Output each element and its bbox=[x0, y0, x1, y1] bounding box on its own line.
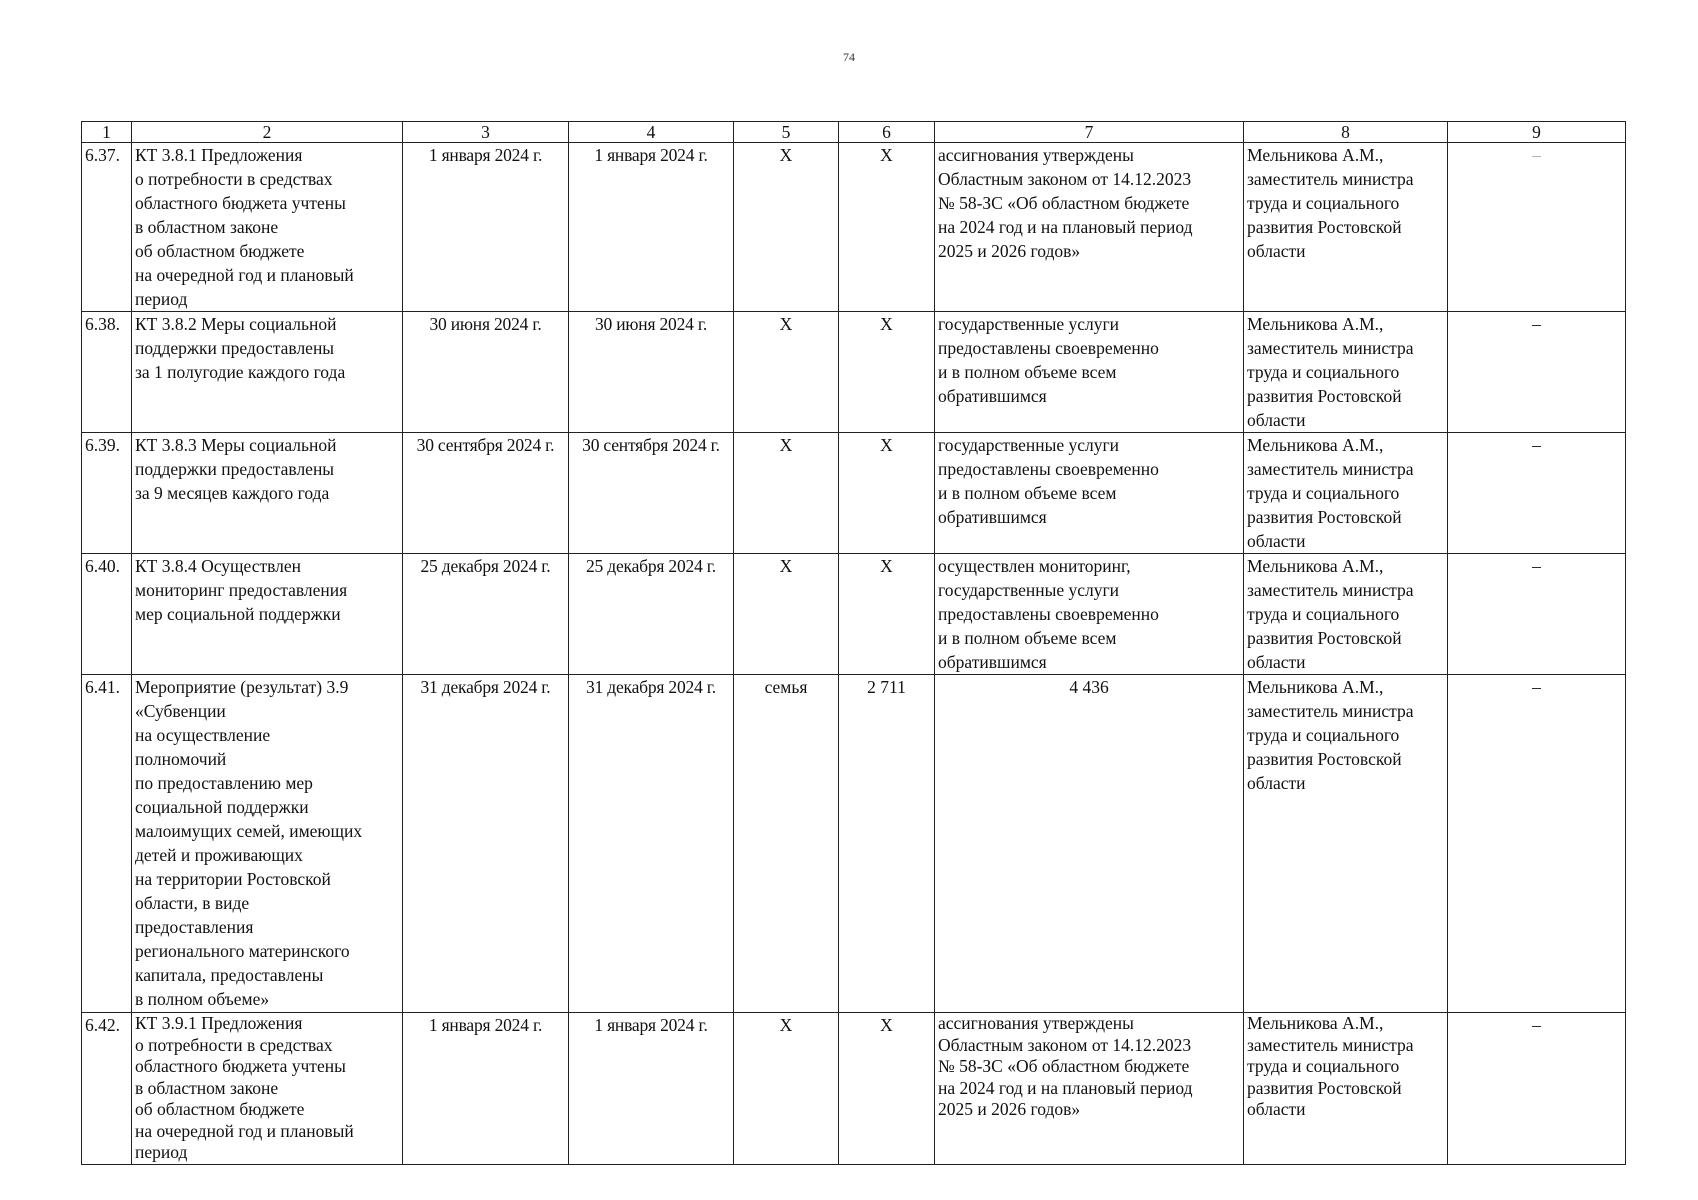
event-name: КТ 3.8.3 Меры социальной поддержки предоставлены за 9 месяцев каждого года bbox=[132, 433, 403, 554]
base-value: Х bbox=[839, 312, 935, 433]
start-date: 30 июня 2024 г. bbox=[403, 312, 569, 433]
event-name: КТ 3.8.1 Предложения о потребности в средствах областного бюджета учтены в областном законе об областном бюджете на очередной год и плановый период bbox=[132, 143, 403, 312]
table-header-row bbox=[82, 122, 1626, 143]
row-number: 6.38. bbox=[82, 312, 132, 433]
end-date: 31 декабря 2024 г. bbox=[569, 675, 734, 1013]
unit: Х bbox=[734, 143, 839, 312]
unit: семья bbox=[734, 675, 839, 1013]
unit: Х bbox=[734, 1013, 839, 1165]
responsible: Мельникова А.М., заместитель министра труда и социального развития Ростовской области bbox=[1244, 1013, 1448, 1165]
note: – bbox=[1448, 433, 1626, 554]
header-cell: 8 bbox=[1244, 122, 1448, 143]
base-value: 2 711 bbox=[839, 675, 935, 1013]
start-date: 25 декабря 2024 г. bbox=[403, 554, 569, 675]
base-value: Х bbox=[839, 433, 935, 554]
note: – bbox=[1448, 312, 1626, 433]
note: – bbox=[1448, 554, 1626, 675]
end-date: 30 июня 2024 г. bbox=[569, 312, 734, 433]
event-name: КТ 3.8.2 Меры социальной поддержки предоставлены за 1 полугодие каждого года bbox=[132, 312, 403, 433]
header-cell: 6 bbox=[839, 122, 935, 143]
result: 4 436 bbox=[935, 675, 1244, 1013]
event-name: Мероприятие (результат) 3.9 «Субвенции на осуществление полномочий по предоставлению мер социальной поддержки малоимущих семей, имеющих детей и проживающих на территории Ростовской области, в виде предоставления регионального материнского капитала, предоставлены в полном объеме» bbox=[132, 675, 403, 1013]
table-row bbox=[82, 675, 1626, 1013]
base-value: Х bbox=[839, 1013, 935, 1165]
result: ассигнования утверждены Областным законом от 14.12.2023 № 58-ЗС «Об областном бюджете на 2024 год и на плановый период 2025 и 2026 годов» bbox=[935, 143, 1244, 312]
result: государственные услуги предоставлены своевременно и в полном объеме всем обратившимся bbox=[935, 433, 1244, 554]
row-number: 6.40. bbox=[82, 554, 132, 675]
responsible: Мельникова А.М., заместитель министра труда и социального развития Ростовской области bbox=[1244, 312, 1448, 433]
header-cell: 3 bbox=[403, 122, 569, 143]
unit: Х bbox=[734, 312, 839, 433]
start-date: 31 декабря 2024 г. bbox=[403, 675, 569, 1013]
row-number: 6.37. bbox=[82, 143, 132, 312]
header-cell: 2 bbox=[132, 122, 403, 143]
responsible: Мельникова А.М., заместитель министра труда и социального развития Ростовской области bbox=[1244, 554, 1448, 675]
end-date: 30 сентября 2024 г. bbox=[569, 433, 734, 554]
header-cell: 4 bbox=[569, 122, 734, 143]
table-row bbox=[82, 554, 1626, 675]
row-number: 6.41. bbox=[82, 675, 132, 1013]
table-row bbox=[82, 433, 1626, 554]
start-date: 30 сентября 2024 г. bbox=[403, 433, 569, 554]
note: – bbox=[1448, 1013, 1626, 1165]
event-name: КТ 3.8.4 Осуществлен мониторинг предоставления мер социальной поддержки bbox=[132, 554, 403, 675]
start-date: 1 января 2024 г. bbox=[403, 1013, 569, 1165]
end-date: 25 декабря 2024 г. bbox=[569, 554, 734, 675]
end-date: 1 января 2024 г. bbox=[569, 143, 734, 312]
page-number: 74 bbox=[843, 50, 855, 64]
row-number: 6.39. bbox=[82, 433, 132, 554]
table-row bbox=[82, 1013, 1626, 1165]
responsible: Мельникова А.М., заместитель министра труда и социального развития Ростовской области bbox=[1244, 143, 1448, 312]
row-number: 6.42. bbox=[82, 1013, 132, 1165]
unit: Х bbox=[734, 554, 839, 675]
header-cell: 5 bbox=[734, 122, 839, 143]
result: осуществлен мониторинг, государственные услуги предоставлены своевременно и в полном объеме всем обратившимся bbox=[935, 554, 1244, 675]
event-name: КТ 3.9.1 Предложения о потребности в средствах областного бюджета учтены в областном законе об областном бюджете на очередной год и плановый период bbox=[132, 1013, 403, 1165]
result: ассигнования утверждены Областным законом от 14.12.2023 № 58-ЗС «Об областном бюджете на 2024 год и на плановый период 2025 и 2026 годов» bbox=[935, 1013, 1244, 1165]
base-value: Х bbox=[839, 143, 935, 312]
unit: Х bbox=[734, 433, 839, 554]
responsible: Мельникова А.М., заместитель министра труда и социального развития Ростовской области bbox=[1244, 433, 1448, 554]
table-row bbox=[82, 312, 1626, 433]
table-row bbox=[82, 143, 1626, 312]
header-cell: 9 bbox=[1448, 122, 1626, 143]
note: – bbox=[1448, 143, 1626, 312]
end-date: 1 января 2024 г. bbox=[569, 1013, 734, 1165]
plan-table bbox=[81, 121, 1626, 1165]
note: – bbox=[1448, 675, 1626, 1013]
responsible: Мельникова А.М., заместитель министра труда и социального развития Ростовской области bbox=[1244, 675, 1448, 1013]
header-cell: 7 bbox=[935, 122, 1244, 143]
result: государственные услуги предоставлены своевременно и в полном объеме всем обратившимся bbox=[935, 312, 1244, 433]
start-date: 1 января 2024 г. bbox=[403, 143, 569, 312]
header-cell: 1 bbox=[82, 122, 132, 143]
base-value: Х bbox=[839, 554, 935, 675]
